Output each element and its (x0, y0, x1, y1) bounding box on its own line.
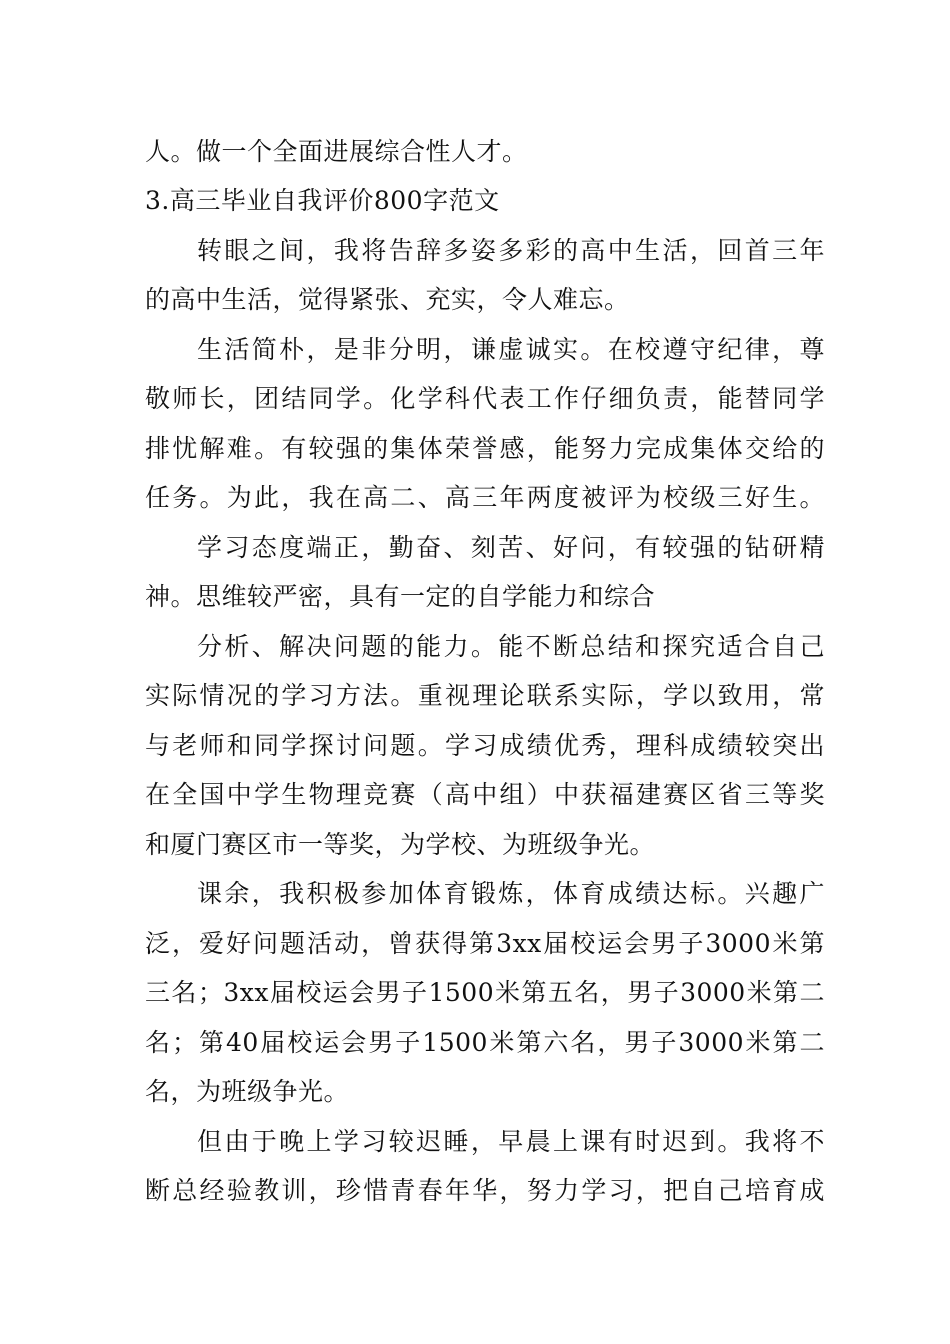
text-line: 断总经验教训，珍惜青春年华，努力学习，把自己培育成 (145, 1176, 825, 1205)
text-line: 但由于晚上学习较迟睡，早晨上课有时迟到。我将不 (197, 1127, 825, 1156)
text-line: 人。做一个全面进展综合性人才。 (145, 137, 528, 166)
text-line: 泛，爱好问题活动，曾获得第3xx届校运会男子3000米第 (145, 929, 825, 958)
text-line: 与老师和同学探讨问题。学习成绩优秀，理科成绩较突出 (145, 731, 825, 760)
text-line: 分析、解决问题的能力。能不断总结和探究适合自己 (197, 632, 825, 661)
text-line: 在全国中学生物理竞赛（高中组）中获福建赛区省三等奖 (145, 780, 825, 809)
text-line: 神。思维较严密，具有一定的自学能力和综合 (145, 582, 656, 611)
text-line: 名，为班级争光。 (145, 1077, 350, 1106)
text-line: 三名；3xx届校运会男子1500米第五名，男子3000米第二 (145, 978, 825, 1007)
text-line: 排忧解难。有较强的集体荣誉感，能努力完成集体交给的 (145, 434, 825, 463)
text-line: 敬师长，团结同学。化学科代表工作仔细负责，能替同学 (145, 384, 825, 413)
text-line: 名；第40届校运会男子1500米第六名，男子3000米第二 (145, 1028, 825, 1057)
text-line: 生活简朴，是非分明，谦虚诚实。在校遵守纪律，尊 (197, 335, 825, 364)
text-line: 学习态度端正，勤奋、刻苦、好问，有较强的钻研精 (197, 533, 825, 562)
text-line: 转眼之间，我将告辞多姿多彩的高中生活，回首三年 (197, 236, 825, 265)
text-line: 实际情况的学习方法。重视理论联系实际，学以致用，常 (145, 681, 825, 710)
text-line: 和厦门赛区市一等奖，为学校、为班级争光。 (145, 830, 656, 859)
text-line: 课余，我积极参加体育锻炼，体育成绩达标。兴趣广 (197, 879, 825, 908)
text-line: 任务。为此，我在高二、高三年两度被评为校级三好生。 (145, 483, 825, 512)
section-heading: 3.高三毕业自我评价800字范文 (145, 186, 500, 215)
text-line: 的高中生活，觉得紧张、充实，令人难忘。 (145, 285, 630, 314)
